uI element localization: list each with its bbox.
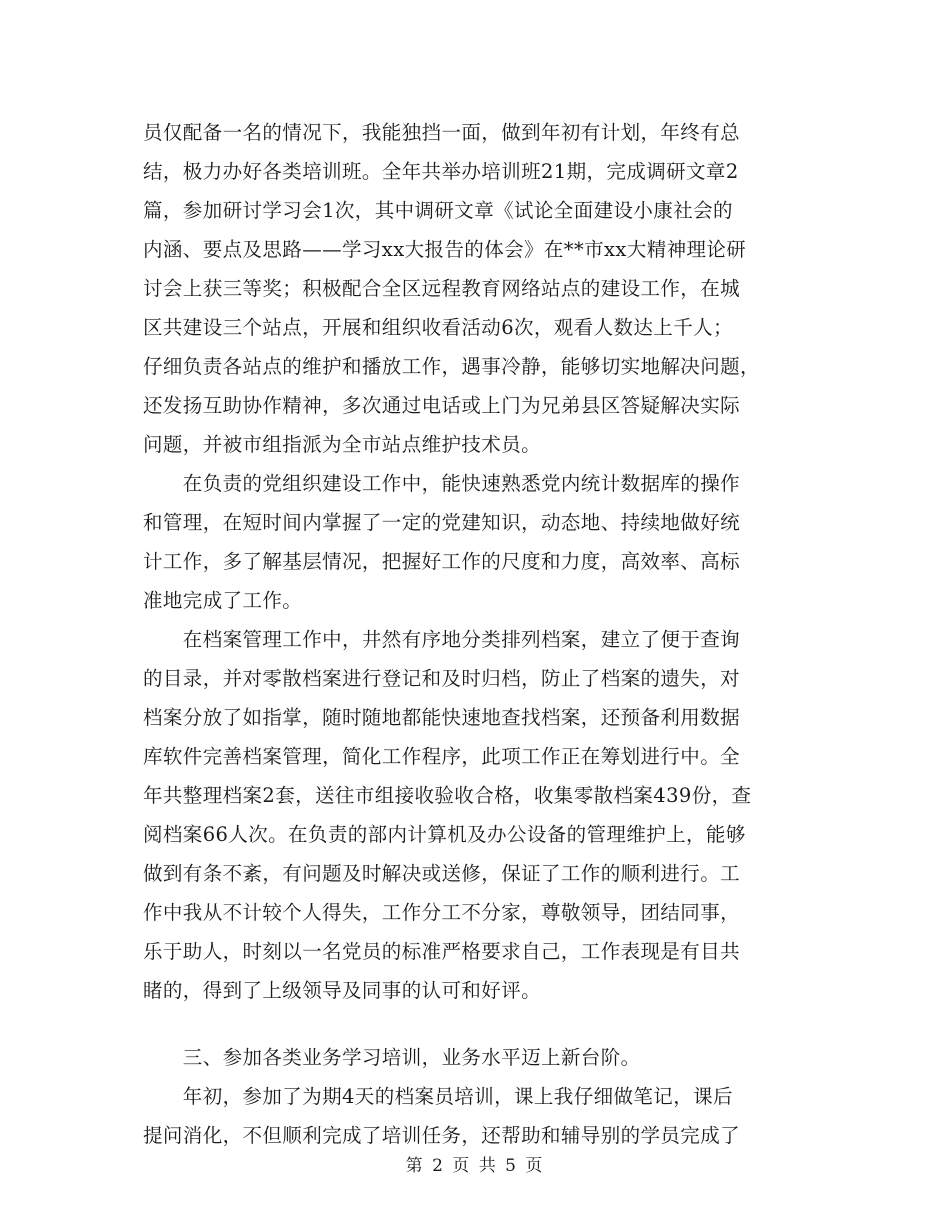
text-line: 仔细负责各站点的维护和播放工作，遇事冷静，能够切实地解决问题，	[143, 355, 760, 378]
text-line: 在档案管理工作中，井然有序地分类排列档案，建立了便于查询	[143, 628, 741, 651]
text-line: 员仅配备一名的情况下，我能独挡一面，做到年初有计划，年终有总	[143, 121, 741, 144]
text-line: 做到有条不紊，有问题及时解决或送修，保证了工作的顺利进行。工	[143, 862, 741, 885]
text-line: 阅档案66人次。在负责的部内计算机及办公设备的管理维护上，能够	[143, 823, 746, 846]
text-line: 和管理，在短时间内掌握了一定的党建知识，动态地、持续地做好统	[143, 511, 741, 534]
text-line: 讨会上获三等奖；积极配合全区远程教育网络站点的建设工作，在城	[143, 277, 741, 300]
text-line: 睹的，得到了上级领导及同事的认可和好评。	[143, 979, 542, 1002]
text-line: 库软件完善档案管理，简化工作程序，此项工作正在筹划进行中。全	[143, 745, 741, 768]
section-heading: 三、参加各类业务学习培训，业务水平迈上新台阶。	[143, 1046, 641, 1069]
page-number-footer: 第 2 页 共 5 页	[405, 1156, 545, 1176]
text-line: 区共建设三个站点，开展和组织收看活动6次，观看人数达上千人；	[143, 316, 733, 339]
text-line: 作中我从不计较个人得失，工作分工不分家，尊敬领导，团结同事，	[143, 901, 741, 924]
text-line: 乐于助人，时刻以一名党员的标准严格要求自己，工作表现是有目共	[143, 940, 741, 963]
text-line: 内涵、要点及思路——学习xx大报告的体会》在**市xx大精神理论研	[143, 238, 747, 261]
text-line: 的目录，并对零散档案进行登记和及时归档，防止了档案的遗失，对	[143, 667, 741, 690]
text-line: 计工作，多了解基层情况，把握好工作的尺度和力度，高效率、高标	[143, 550, 741, 573]
text-line: 在负责的党组织建设工作中，能快速熟悉党内统计数据库的操作	[143, 472, 741, 495]
text-line: 问题，并被市组指派为全市站点维护技术员。	[143, 433, 542, 456]
text-line: 准地完成了工作。	[143, 589, 303, 612]
text-line: 提问消化，不但顺利完成了培训任务，还帮助和辅导别的学员完成了	[143, 1124, 741, 1147]
text-line: 结，极力办好各类培训班。全年共举办培训班21期，完成调研文章2	[143, 160, 739, 183]
text-line: 篇，参加研讨学习会1次，其中调研文章《试论全面建设小康社会的	[143, 199, 733, 222]
text-line: 年共整理档案2套，送往市组接收验收合格，收集零散档案439份，查	[143, 784, 752, 807]
body-text	[143, 113, 815, 1155]
text-line: 年初，参加了为期4天的档案员培训，课上我仔细做笔记，课后	[143, 1085, 733, 1108]
paragraph-gap	[143, 1010, 815, 1038]
text-line: 还发扬互助协作精神，多次通过电话或上门为兄弟县区答疑解决实际	[143, 394, 741, 417]
text-line: 档案分放了如指掌，随时随地都能快速地查找档案，还预备利用数据	[143, 706, 741, 729]
